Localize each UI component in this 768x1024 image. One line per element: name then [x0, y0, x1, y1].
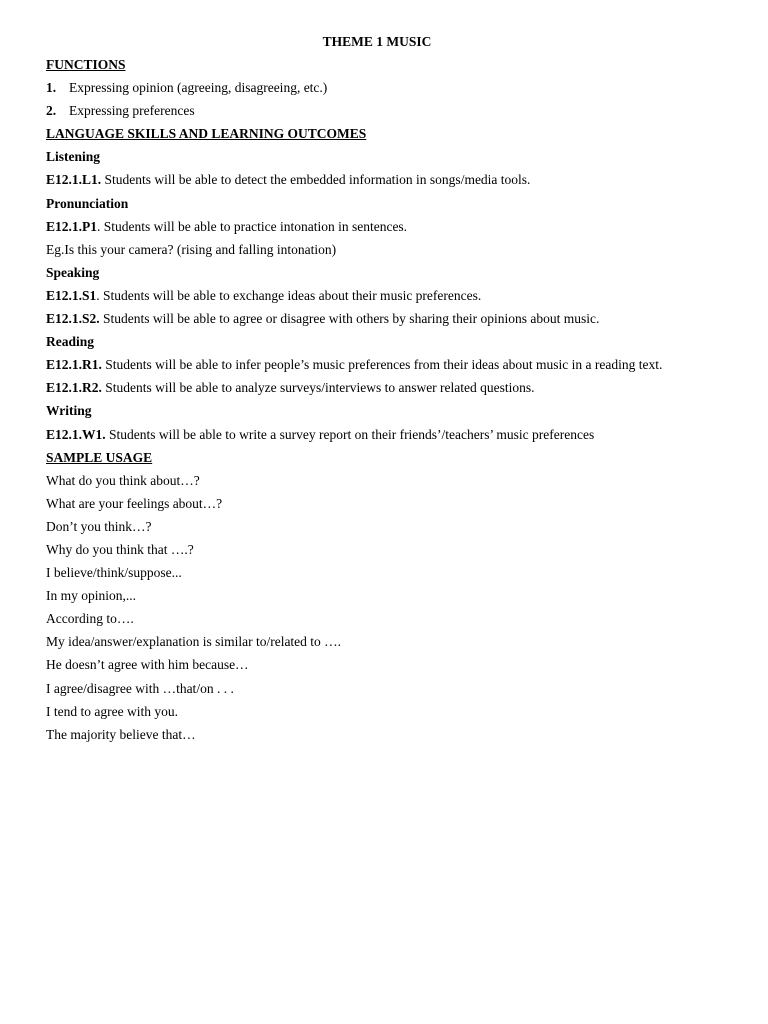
skills-heading: LANGUAGE SKILLS AND LEARNING OUTCOMES [46, 126, 367, 142]
outcome-code: E12.1.L1. [46, 172, 102, 188]
sample-phrase: What do you think about…? [46, 472, 200, 488]
outcome-item [46, 427, 746, 443]
function-item [46, 80, 746, 96]
function-number: 2. [46, 103, 57, 119]
sample-usage-heading: SAMPLE USAGE [46, 449, 153, 465]
listening-label: Listening [46, 149, 101, 165]
writing-label: Writing [46, 403, 92, 419]
function-text: Expressing opinion (agreeing, disagreeing, etc.) [69, 80, 328, 96]
outcome-item [46, 357, 746, 373]
outcome-text: Students will be able to write a survey report on their friends’/teachers’ music preferences [105, 426, 595, 442]
outcome-text: . Students will be able to exchange ideas about their music preferences. [96, 287, 482, 303]
function-number: 1. [46, 80, 57, 96]
outcome-code: E12.1.R2. [46, 380, 102, 396]
document-body [46, 57, 746, 750]
sample-phrase: I believe/think/suppose... [46, 565, 182, 581]
outcome-code: E12.1.S1 [46, 287, 97, 303]
functions-heading: FUNCTIONS [46, 57, 126, 72]
outcome-text: Students will be able to analyze surveys/interviews to answer related questions. [101, 380, 535, 396]
sample-phrase: My idea/answer/explanation is similar to/related to …. [46, 634, 342, 650]
outcome-item [46, 380, 746, 396]
sample-phrase: In my opinion,... [46, 588, 136, 604]
function-text: Expressing preferences [69, 103, 195, 119]
function-item [46, 103, 746, 119]
outcome-code: E12.1.R1. [46, 357, 102, 373]
pronunciation-example: Eg.Is this your camera? (rising and falling intonation) [46, 241, 337, 257]
sample-phrase: According to…. [46, 611, 134, 627]
outcome-text: Students will be able to agree or disagree with others by sharing their opinions about music. [99, 311, 600, 327]
speaking-label: Speaking [46, 264, 100, 280]
outcome-text: Students will be able to infer people’s music preferences from their ideas about music in a reading text. [101, 357, 663, 373]
sample-phrase: Don’t you think…? [46, 518, 152, 534]
sample-phrase: I agree/disagree with …that/on . . . [46, 680, 234, 696]
document-title: THEME 1 MUSIC [322, 34, 432, 49]
outcome-item [46, 311, 746, 327]
sample-phrase: The majority believe that… [46, 726, 196, 742]
sample-phrase: What are your feelings about…? [46, 495, 223, 511]
pronunciation-label: Pronunciation [46, 195, 129, 211]
outcome-text: . Students will be able to practice intonation in sentences. [97, 218, 408, 234]
sample-phrase: Why do you think that ….? [46, 541, 194, 557]
outcome-item [46, 172, 746, 188]
sample-phrase: I tend to agree with you. [46, 703, 178, 719]
outcome-code: E12.1.S2. [46, 311, 100, 327]
reading-label: Reading [46, 334, 95, 350]
outcome-item [46, 288, 746, 304]
outcome-code: E12.1.W1. [46, 426, 106, 442]
outcome-code: E12.1.P1 [46, 218, 98, 234]
outcome-item [46, 219, 746, 235]
outcome-text: Students will be able to detect the embedded information in songs/media tools. [101, 172, 531, 188]
sample-phrase: He doesn’t agree with him because… [46, 657, 249, 673]
